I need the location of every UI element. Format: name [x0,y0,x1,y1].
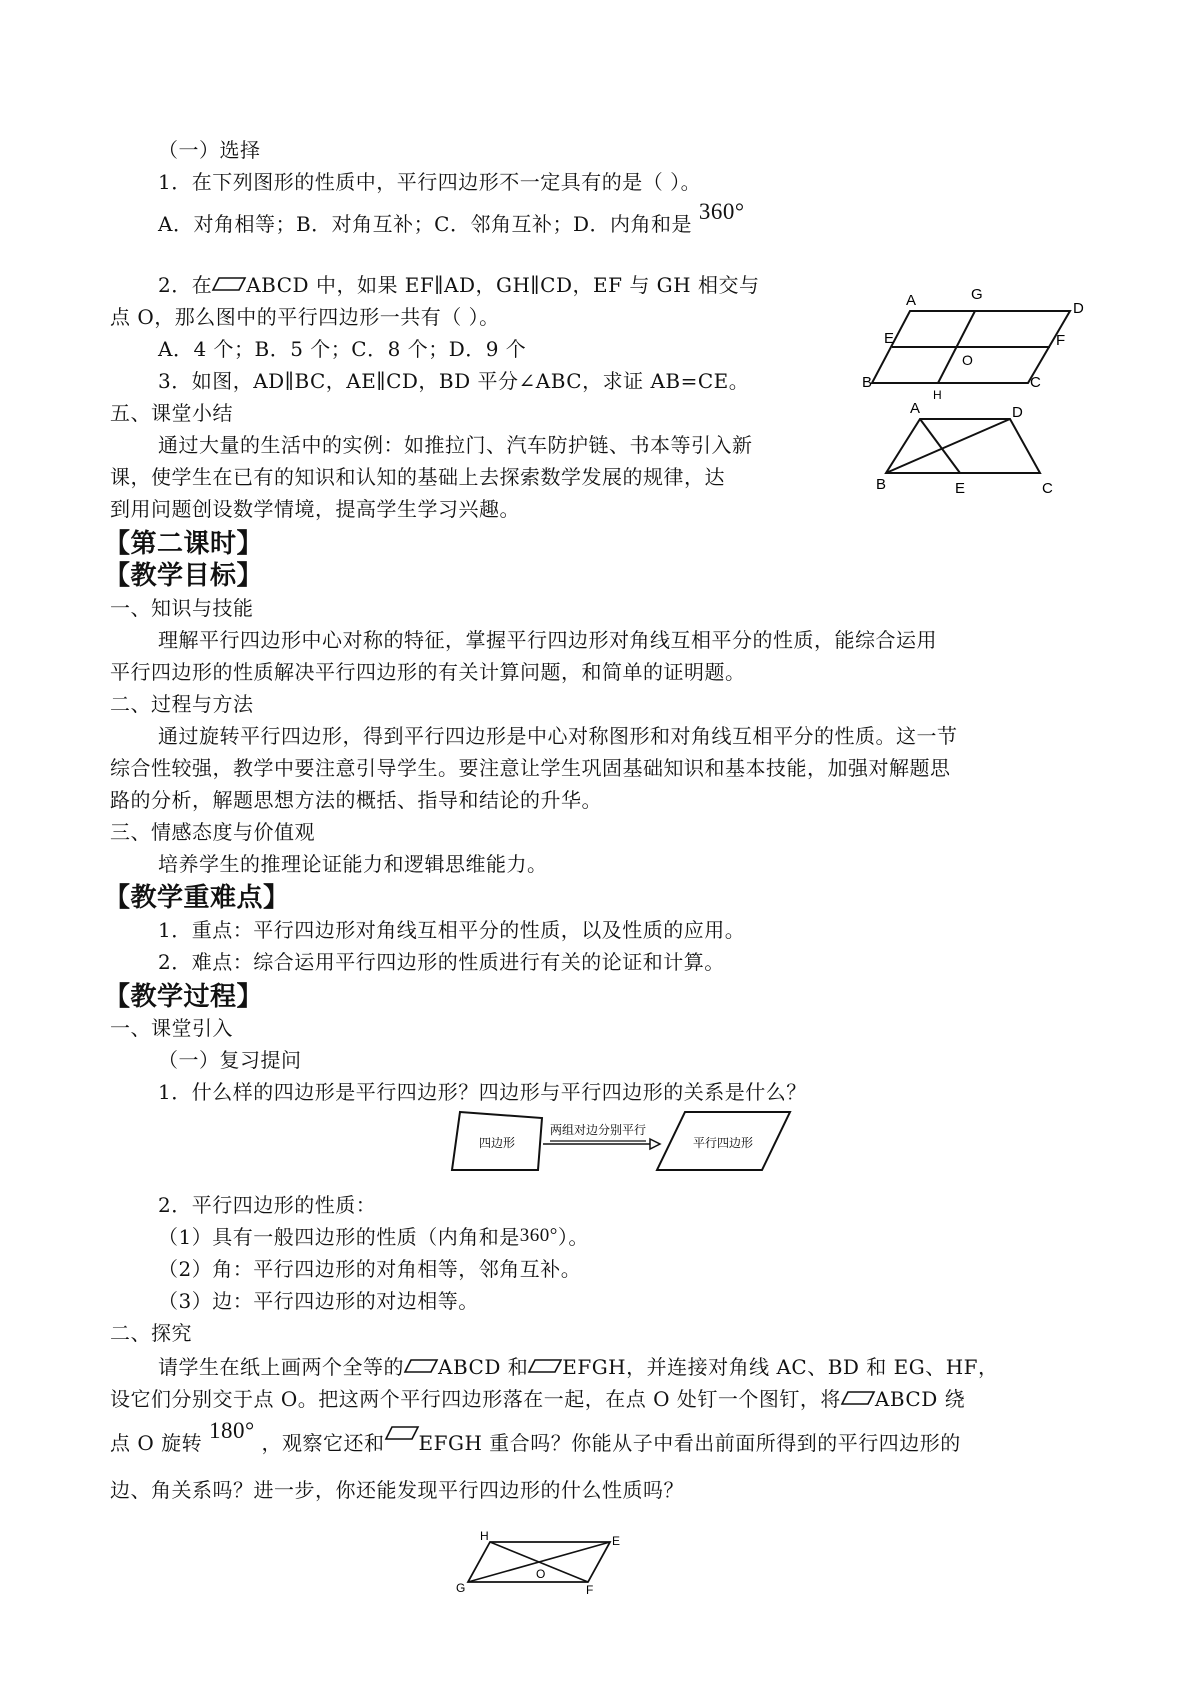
parallelogram-symbol [385,1426,419,1440]
prop-1 [158,1222,589,1254]
flow-right-label: 平行四边形 [692,1136,754,1150]
explore-line-1-b: ABCD 和 [438,1355,529,1379]
figure-2-label-a: A [910,400,921,417]
figure-3-label-e: E [612,1534,621,1548]
explore-line-2-b: ABCD 绕 [874,1387,966,1411]
lesson-2-heading: 【第二课时】 [104,529,264,559]
question-2-options: A．4 个；B．5 个；C．8 个；D．9 个 [158,337,527,361]
explore-line-2-a: 设它们分别交于点 O。把这两个平行四边形落在一起，在点 O 处钉一个图钉，将 [110,1387,841,1411]
figure-1-label-h: H [933,388,942,402]
process-line-2: 综合性较强，教学中要注意引导学生。要注意让学生巩固基础知识和基本技能，加强对解题思 [110,756,951,780]
summary-line-1: 通过大量的生活中的实例：如推拉门、汽车防护链、书本等引入新 [158,433,753,457]
question-2-rest: ABCD 中，如果 EF∥AD，GH∥CD，EF 与 GH 相交与 [246,273,760,297]
keypoints-heading: 【教学重难点】 [104,883,290,913]
emotion-heading: 三、情感态度与价值观 [110,820,315,844]
explore-line-1 [158,1352,999,1382]
parallelogram-symbol [404,1359,438,1373]
degree-180: 180° [208,1418,255,1443]
process-line-3: 路的分析，解题思想方法的概括、指导和结论的升华。 [110,788,602,812]
keypoints-item-2: 2．难点：综合运用平行四边形的性质进行有关的论证和计算。 [158,950,725,974]
prop-1-degree: 360° [519,1225,558,1246]
explore-line-3 [110,1418,961,1458]
figure-3-label-h: H [480,1529,489,1543]
figure-1-label-g: G [971,286,983,303]
prop-1-prefix: （1）具有一般四边形的性质（内角和是 [158,1225,520,1249]
question-3: 3．如图，AD∥BC，AE∥CD，BD 平分∠ABC，求证 AB=CE。 [158,369,750,393]
question-1-options-text: A．对角相等；B．对角互补；C．邻角互补；D．内角和是 [158,212,692,236]
flow-arrow-label: 两组对边分别平行 [549,1123,647,1137]
question-2-line-1 [158,270,759,300]
figure-1-label-a: A [906,292,917,309]
figure-parallelogram-efgh [862,285,1100,405]
review-question-1: 1．什么样的四边形是平行四边形？四边形与平行四边形的关系是什么？ [158,1080,807,1104]
figure-1-label-e: E [884,330,895,347]
prop-3: （3）边：平行四边形的对边相等。 [158,1289,479,1313]
keypoints-item-1: 1．重点：平行四边形对角线互相平分的性质，以及性质的应用。 [158,918,746,942]
knowledge-line-1: 理解平行四边形中心对称的特征，掌握平行四边形对角线互相平分的性质，能综合运用 [158,628,937,652]
question-1: 1．在下列图形的性质中，平行四边形不一定具有的是（ ）。 [158,170,702,194]
parallelogram-symbol [212,277,246,291]
figure-3-label-f: F [586,1583,594,1597]
question-1-options [158,199,745,239]
figure-2-label-e: E [955,480,966,497]
degree-360: 360° [698,199,745,224]
explore-line-2 [110,1384,965,1414]
knowledge-line-2: 平行四边形的性质解决平行四边形的有关计算问题，和简单的证明题。 [110,660,746,684]
explore-line-3-a: 点 O 旋转 [110,1431,203,1455]
figure-2-outline [886,419,1040,473]
flow-arrow-head [650,1139,660,1149]
figure-2-line-ae [920,419,960,473]
figure-1-label-f: F [1056,332,1066,349]
summary-heading: 五、课堂小结 [110,401,233,425]
question-2-line-2: 点 O，那么图中的平行四边形一共有（ ）。 [110,305,500,329]
explore-line-4: 边、角关系吗？进一步，你还能发现平行四边形的什么性质吗？ [110,1478,684,1502]
flow-left-label: 四边形 [478,1136,516,1150]
props-heading: 2．平行四边形的性质： [158,1193,377,1217]
summary-line-3: 到用问题创设数学情境，提高学生学习兴趣。 [110,497,520,521]
explore-line-3-c: EFGH 重合吗？你能从子中看出前面所得到的平行四边形的 [418,1431,961,1455]
prop-1-suffix: ）。 [557,1225,589,1249]
figure-2-diagonal-bd [886,419,1010,473]
figure-1-label-c: C [1030,374,1041,391]
prop-2: （2）角：平行四边形的对角相等，邻角互补。 [158,1257,582,1281]
figure-3-label-o: O [536,1567,546,1581]
figure-2-label-b: B [876,476,887,493]
question-2-prefix: 2．在 [158,273,213,297]
figure-1-label-b: B [862,374,873,391]
explore-line-1-c: EFGH，并连接对角线 AC、BD 和 EG、HF， [562,1355,999,1379]
figure-1-label-o: O [962,352,973,368]
objectives-heading: 【教学目标】 [104,561,264,591]
section-heading-choice: （一）选择 [158,138,261,162]
knowledge-heading: 一、知识与技能 [110,596,254,620]
figure-1-label-d: D [1073,300,1084,317]
figure-2-label-c: C [1042,480,1053,497]
figure-2-label-d: D [1012,404,1023,421]
process-line-1: 通过旋转平行四边形，得到平行四边形是中心对称图形和对角线互相平分的性质。这一节 [158,724,958,748]
figure-quad-to-parallelogram [450,1110,795,1174]
explore-line-3-b: ，观察它还和 [261,1431,385,1455]
explore-line-1-a: 请学生在纸上画两个全等的 [158,1355,404,1379]
parallelogram-symbol [528,1359,562,1373]
review-heading: （一）复习提问 [158,1048,302,1072]
intro-heading: 一、课堂引入 [110,1016,233,1040]
parallelogram-symbol [841,1391,875,1405]
figure-parallelogram-efgh-diagonals [456,1529,640,1597]
figure-3-label-g: G [456,1581,466,1595]
figure-trapezoid-abcd [876,400,1080,497]
procedure-heading: 【教学过程】 [104,982,264,1012]
emotion-line-1: 培养学生的推理论证能力和逻辑思维能力。 [158,852,548,876]
summary-line-2: 课，使学生在已有的知识和认知的基础上去探索数学发展的规律，达 [110,465,725,489]
explore-heading: 二、探究 [110,1321,192,1345]
process-heading: 二、过程与方法 [110,692,254,716]
